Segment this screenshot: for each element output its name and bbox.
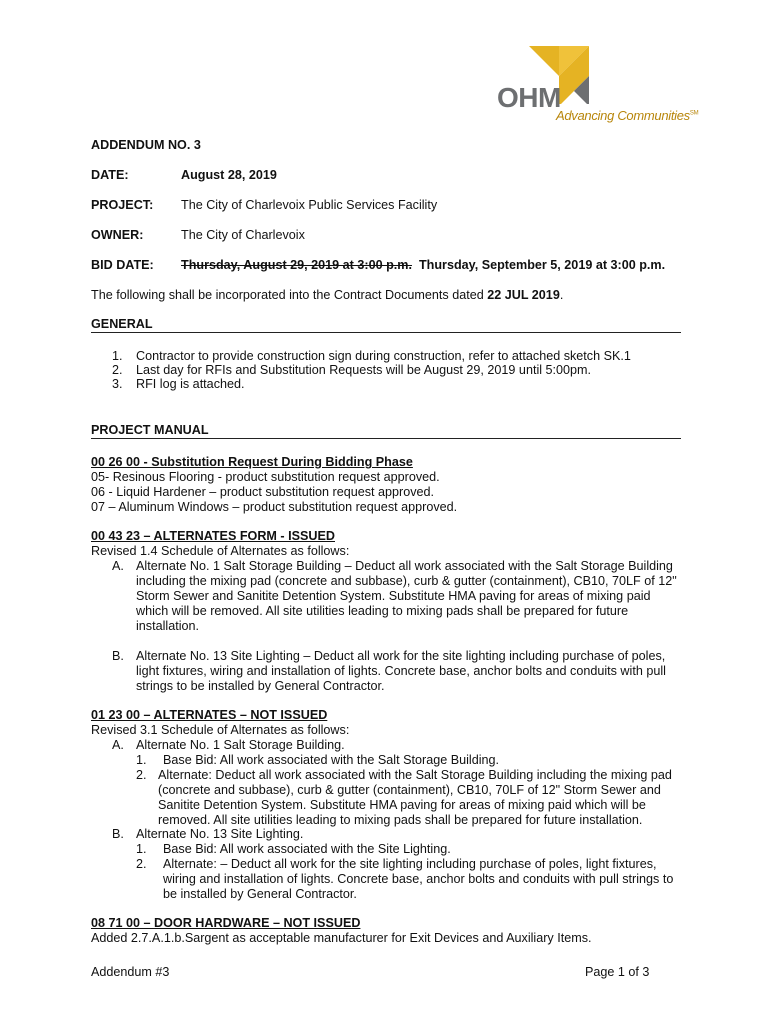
- bid-date-value: [181, 258, 665, 272]
- project-manual-divider: [91, 438, 681, 439]
- section-heading: 08 71 00 – DOOR HARDWARE – NOT ISSUED: [91, 916, 361, 930]
- bid-date-new: Thursday, September 5, 2019 at 3:00 p.m.: [418, 258, 666, 272]
- alternate-line: Storm Sewer and Sanitite Detention System. Substitute HMA paving for areas of mixing paid: [136, 589, 651, 603]
- alternate-line: including the mixing pad (concrete and subbase), curb & gutter (containment), CB10, 70LF of 12": [136, 574, 677, 588]
- date-value: August 28, 2019: [181, 168, 277, 182]
- alternate-line: which will be removed. All site utilities leading to mixing pads shall be prepared for future: [136, 604, 629, 618]
- alternate-line: strings to be installed by General Contractor.: [136, 679, 385, 693]
- general-item-num: 2.: [112, 363, 123, 377]
- section-line: 07 – Aluminum Windows – product substitution request approved.: [91, 500, 458, 514]
- bid-date-old: Thursday, August 29, 2019 at 3:00 p.m.: [181, 258, 412, 272]
- general-item: RFI log is attached.: [136, 377, 245, 391]
- alternate-line: removed. All site utilities leading to mixing pads shall be prepared for future installation.: [158, 813, 643, 827]
- sub-num: 1.: [136, 842, 147, 856]
- project-value: The City of Charlevoix Public Services Facility: [181, 198, 438, 212]
- project-label: PROJECT:: [91, 198, 154, 212]
- owner-label: OWNER:: [91, 228, 144, 242]
- bid-date-label: BID DATE:: [91, 258, 154, 272]
- alternate-line: be installed by General Contractor.: [163, 887, 357, 901]
- alternate-line: Alternate No. 1 Salt Storage Building.: [136, 738, 345, 752]
- project-manual-heading: PROJECT MANUAL: [91, 423, 209, 437]
- addendum-title: ADDENDUM NO. 3: [91, 138, 201, 152]
- alternate-line: wiring and installation of lights. Concrete base, anchor bolts and conduits with pull strings to: [163, 872, 674, 886]
- intro-line: The following shall be incorporated into the Contract Documents dated 22 JUL 2019.: [91, 288, 564, 302]
- alternate-line: light fixtures, wiring and installation of lights. Concrete base, anchor bolts and conduits with pull: [136, 664, 666, 678]
- alternate-line: Alternate No. 1 Salt Storage Building – Deduct all work associated with the Salt Storage Building: [136, 559, 673, 573]
- alternate-line: (concrete and subbase), curb & gutter (containment), CB10, 70LF of 12" Storm Sewer and: [158, 783, 661, 797]
- footer-page-number: Page 1 of 3: [585, 965, 650, 979]
- alternate-line: Alternate: Deduct all work associated with the Salt Storage Building including the mixing pad: [158, 768, 672, 782]
- list-label: B.: [112, 649, 124, 663]
- sub-num: 2.: [136, 768, 147, 782]
- contract-date: 22 JUL 2019: [487, 288, 560, 302]
- general-divider: [91, 332, 681, 333]
- logo-wordmark: OHM: [497, 82, 561, 113]
- general-item: Last day for RFIs and Substitution Requests will be August 29, 2019 until 5:00pm.: [136, 363, 592, 377]
- section-line: Added 2.7.A.1.b.Sargent as acceptable manufacturer for Exit Devices and Auxiliary Items.: [91, 931, 592, 945]
- alternate-line: Base Bid: All work associated with the Salt Storage Building.: [163, 753, 500, 767]
- list-label: A.: [112, 559, 124, 573]
- section-line: 06 - Liquid Hardener – product substitution request approved.: [91, 485, 435, 499]
- ohm-logo: [497, 44, 699, 124]
- alternate-line: Alternate: – Deduct all work for the site lighting including purchase of poles, light fixtures,: [163, 857, 657, 871]
- sub-num: 1.: [136, 753, 147, 767]
- date-label: DATE:: [91, 168, 129, 182]
- section-line: 05- Resinous Flooring - product substitution request approved.: [91, 470, 440, 484]
- general-item-num: 1.: [112, 349, 123, 363]
- general-heading: GENERAL: [91, 317, 153, 331]
- list-label: B.: [112, 827, 124, 841]
- alternate-line: Base Bid: All work associated with the Site Lighting.: [163, 842, 451, 856]
- footer-addendum: Addendum #3: [91, 965, 170, 979]
- general-item: Contractor to provide construction sign during construction, refer to attached sketch SK.1: [136, 349, 631, 363]
- section-heading: 00 26 00 - Substitution Request During Bidding Phase: [91, 455, 413, 469]
- alternate-line: Sanitite Detention System. Substitute HMA paving for areas of mixing paid which will be: [158, 798, 646, 812]
- section-intro: Revised 1.4 Schedule of Alternates as follows:: [91, 544, 350, 558]
- alternate-line: Alternate No. 13 Site Lighting – Deduct all work for the site lighting including purchase of poles,: [136, 649, 666, 663]
- owner-value: The City of Charlevoix: [181, 228, 305, 242]
- section-intro: Revised 3.1 Schedule of Alternates as follows:: [91, 723, 350, 737]
- general-item-num: 3.: [112, 377, 123, 391]
- section-heading: 01 23 00 – ALTERNATES – NOT ISSUED: [91, 708, 328, 722]
- alternate-line: installation.: [136, 619, 200, 633]
- sub-num: 2.: [136, 857, 147, 871]
- section-heading: 00 43 23 – ALTERNATES FORM - ISSUED: [91, 529, 335, 543]
- list-label: A.: [112, 738, 124, 752]
- logo-tagline: Advancing Communities℠: [556, 108, 699, 123]
- alternate-line: Alternate No. 13 Site Lighting.: [136, 827, 304, 841]
